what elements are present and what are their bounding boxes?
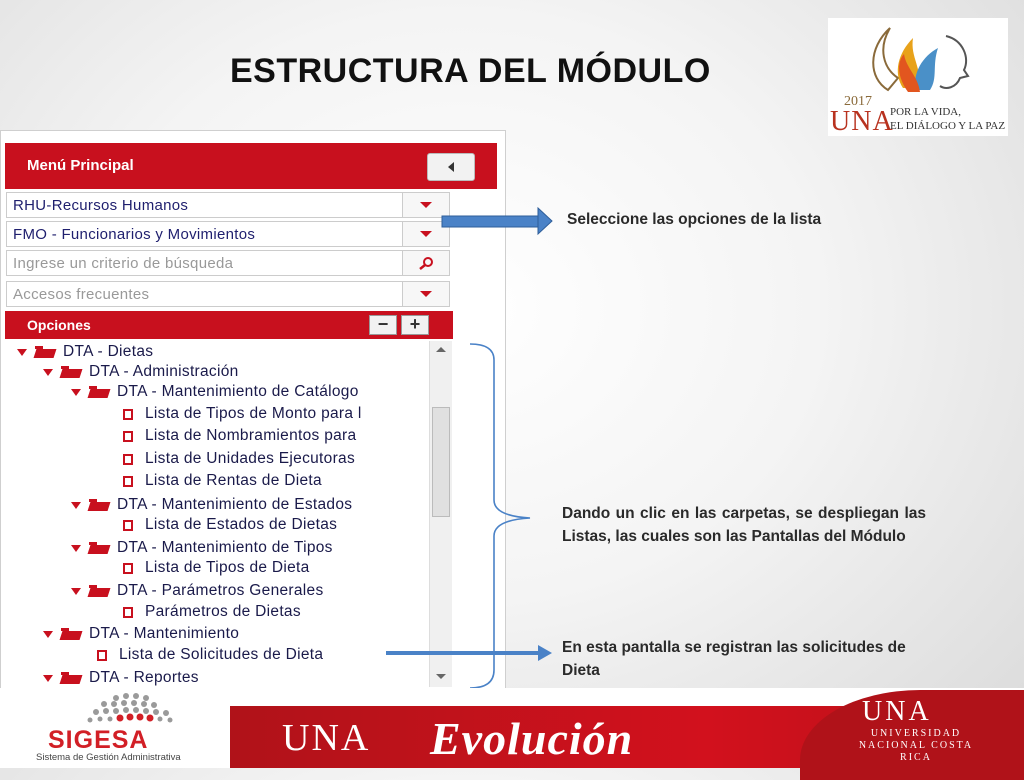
tree-list-item[interactable] bbox=[97, 644, 323, 666]
module-select[interactable] bbox=[6, 192, 450, 218]
tree-item-label: DTA - Parámetros Generales bbox=[117, 582, 324, 599]
module-select-value: RHU-Recursos Humanos bbox=[13, 197, 189, 214]
open-folder-icon bbox=[61, 628, 81, 640]
tree-item-label: Lista de Rentas de Dieta bbox=[145, 472, 322, 489]
tree-item-label: Lista de Estados de Dietas bbox=[145, 516, 338, 533]
logo-year: 2017 bbox=[844, 94, 872, 109]
logo-acronym: UNA bbox=[830, 106, 894, 137]
tree-folder-item[interactable] bbox=[71, 580, 324, 602]
search-button[interactable] bbox=[402, 251, 449, 275]
sigesa-dots-logo-icon bbox=[56, 690, 216, 730]
expand-triangle-icon[interactable] bbox=[43, 675, 53, 682]
tree-item-label: DTA - Administración bbox=[89, 363, 239, 380]
logo-motto-line1: POR LA VIDA, bbox=[890, 106, 962, 118]
document-icon bbox=[123, 409, 133, 420]
tree-item-label: Lista de Solicitudes de Dieta bbox=[119, 646, 324, 663]
menu-screenshot-panel bbox=[0, 130, 506, 692]
tree-list-item[interactable] bbox=[123, 403, 362, 425]
logo-motto-line2: EL DIÁLOGO Y LA PAZ bbox=[890, 120, 1006, 132]
open-folder-icon bbox=[89, 499, 109, 511]
open-folder-icon bbox=[89, 585, 109, 597]
scroll-down-icon[interactable] bbox=[436, 674, 446, 679]
module-select-toggle[interactable] bbox=[402, 193, 449, 217]
tree-scrollbar[interactable] bbox=[429, 341, 452, 687]
main-menu-title: Menú Principal bbox=[27, 157, 134, 174]
sigesa-logo-text: SIGESA bbox=[48, 726, 149, 754]
document-icon bbox=[123, 563, 133, 574]
frequent-access-select[interactable] bbox=[6, 281, 450, 307]
submodule-select-toggle[interactable] bbox=[402, 222, 449, 246]
banner-una: UNA bbox=[282, 717, 371, 759]
expand-triangle-icon[interactable] bbox=[43, 631, 53, 638]
open-folder-icon bbox=[89, 542, 109, 554]
tree-item-label: DTA - Mantenimiento de Tipos bbox=[117, 539, 333, 556]
frequent-access-placeholder: Accesos frecuentes bbox=[13, 286, 150, 303]
una-2017-logo bbox=[828, 18, 1008, 136]
expand-triangle-icon[interactable] bbox=[71, 502, 81, 509]
document-icon bbox=[123, 607, 133, 618]
tree-list-item[interactable] bbox=[123, 557, 310, 579]
tree-list-item[interactable] bbox=[123, 470, 322, 492]
tree-item-label: DTA - Dietas bbox=[63, 343, 154, 360]
tree-item-label: DTA - Reportes bbox=[89, 669, 199, 686]
options-tree bbox=[5, 339, 429, 691]
tree-list-item[interactable] bbox=[123, 601, 301, 623]
tree-item-label: Lista de Tipos de Monto para l bbox=[145, 405, 362, 422]
caret-down-icon bbox=[420, 231, 432, 237]
options-header bbox=[5, 311, 453, 339]
tree-item-label: DTA - Mantenimiento de Estados bbox=[117, 496, 353, 513]
tree-item-label: DTA - Mantenimiento bbox=[89, 625, 240, 642]
document-icon bbox=[97, 650, 107, 661]
document-icon bbox=[123, 520, 133, 531]
banner-evolucion: Evolución bbox=[430, 713, 634, 764]
chevron-left-icon bbox=[448, 162, 454, 172]
tree-item-label: DTA - Mantenimiento de Catálogo bbox=[117, 383, 359, 400]
open-folder-icon bbox=[61, 672, 81, 684]
tree-folder-item[interactable] bbox=[43, 361, 239, 383]
tree-folder-item[interactable] bbox=[43, 623, 239, 645]
collapse-all-button[interactable]: − bbox=[369, 315, 397, 335]
sigesa-subtitle: Sistema de Gestión Administrativa bbox=[36, 752, 181, 763]
university-logo-acronym: UNA bbox=[862, 696, 932, 727]
open-folder-icon bbox=[35, 346, 55, 358]
document-icon bbox=[123, 431, 133, 442]
tree-item-label: Lista de Nombramientos para bbox=[145, 427, 357, 444]
scroll-thumb[interactable] bbox=[432, 407, 450, 517]
frequent-access-toggle[interactable] bbox=[402, 282, 449, 306]
open-folder-icon bbox=[89, 386, 109, 398]
tree-item-label: Lista de Unidades Ejecutoras bbox=[145, 450, 356, 467]
tree-list-item[interactable] bbox=[123, 514, 337, 536]
search-input[interactable] bbox=[6, 250, 450, 276]
select-options-note: Seleccione las opciones de la lista bbox=[567, 211, 822, 228]
caret-down-icon bbox=[420, 291, 432, 297]
folders-note: Dando un clic en las carpetas, se despliegan las Listas, las cuales son las Pantallas del Módulo bbox=[562, 505, 926, 545]
expand-triangle-icon[interactable] bbox=[17, 349, 27, 356]
tree-folder-item[interactable] bbox=[71, 381, 359, 403]
tree-item-label: Lista de Tipos de Dieta bbox=[145, 559, 310, 576]
document-icon bbox=[123, 476, 133, 487]
tree-folder-item[interactable] bbox=[71, 494, 352, 516]
expand-triangle-icon[interactable] bbox=[43, 369, 53, 376]
tree-item-label: Parámetros de Dietas bbox=[145, 603, 301, 620]
expand-triangle-icon[interactable] bbox=[71, 588, 81, 595]
collapse-menu-button[interactable] bbox=[427, 153, 475, 181]
search-placeholder: Ingrese un criterio de búsqueda bbox=[13, 255, 234, 272]
requests-note: En esta pantalla se registran las solicitudes de Dieta bbox=[562, 639, 906, 679]
tree-list-item[interactable] bbox=[123, 425, 356, 447]
expand-triangle-icon[interactable] bbox=[71, 545, 81, 552]
tree-folder-item[interactable] bbox=[17, 341, 153, 363]
submodule-select-value: FMO - Funcionarios y Movimientos bbox=[13, 226, 256, 243]
search-icon bbox=[418, 256, 434, 270]
tree-list-item[interactable] bbox=[123, 448, 355, 470]
options-title: Opciones bbox=[27, 317, 91, 333]
tree-folder-item[interactable] bbox=[71, 537, 333, 559]
scroll-up-icon[interactable] bbox=[436, 347, 446, 352]
expand-triangle-icon[interactable] bbox=[71, 389, 81, 396]
main-menu-header bbox=[5, 143, 497, 189]
university-logo-name: UNIVERSIDAD NACIONAL COSTA RICA bbox=[858, 728, 974, 763]
open-folder-icon bbox=[61, 366, 81, 378]
caret-down-icon bbox=[420, 202, 432, 208]
tree-folder-item[interactable] bbox=[43, 667, 199, 689]
expand-all-button[interactable]: + bbox=[401, 315, 429, 335]
slide-title: ESTRUCTURA DEL MÓDULO bbox=[230, 52, 711, 90]
document-icon bbox=[123, 454, 133, 465]
submodule-select[interactable] bbox=[6, 221, 450, 247]
